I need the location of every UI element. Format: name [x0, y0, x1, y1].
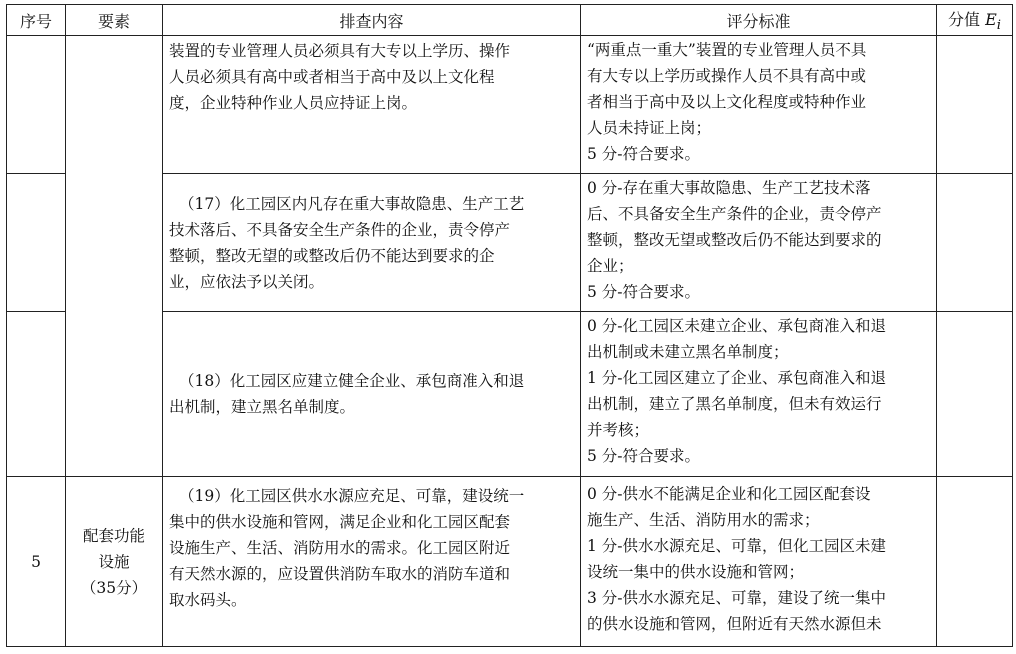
- content-line: 整顿，整改无望的或整改后仍不能达到要求的企: [169, 246, 495, 265]
- content-line: 人员必须具有高中或者相当于高中及以上文化程: [169, 68, 495, 86]
- criteria-line: 0 分-存在重大事故隐患、生产工艺技术落: [587, 179, 871, 197]
- content-line: 技术落后、不具备安全生产条件的企业，责令停产: [169, 220, 511, 239]
- criteria-line: 0 分-供水不能满足企业和化工园区配套设: [587, 485, 871, 503]
- header-score-var: E: [985, 9, 997, 29]
- content-line: 出机制，建立黑名单制度。: [169, 398, 356, 416]
- content-line: 装置的专业管理人员必须具有大专以上学历、操作: [169, 42, 511, 60]
- header-score: [937, 5, 1013, 36]
- content-line: 取水码头。: [169, 591, 247, 609]
- criteria-line: 的供水设施和管网，但附近有天然水源但未: [587, 615, 882, 633]
- content-cell: [163, 312, 581, 477]
- element-cell: [66, 36, 163, 477]
- content-line: （18）化工园区应建立健全企业、承包商准入和退: [179, 372, 525, 390]
- criteria-line: 人员未持证上岗；: [587, 119, 712, 137]
- criteria-line: 并考核；: [587, 421, 650, 439]
- criteria-line: 设统一集中的供水设施和管网；: [587, 563, 805, 581]
- content-cell: [163, 477, 581, 647]
- element-line: 设施: [98, 552, 130, 571]
- criteria-line: “两重点一重大”装置的专业管理人员不具: [587, 41, 867, 59]
- criteria-line: 企业；: [587, 257, 634, 275]
- criteria-line: 1 分-化工园区建立了企业、承包商准入和退: [587, 369, 887, 387]
- inspection-table: [6, 4, 1013, 647]
- table-row: [7, 36, 1013, 174]
- table-row: [7, 477, 1013, 647]
- content-cell: [163, 36, 581, 174]
- criteria-line: 1 分-供水水源充足、可靠，但化工园区未建: [587, 537, 887, 555]
- score-cell: [937, 312, 1013, 477]
- score-cell: [937, 174, 1013, 312]
- content-cell: [163, 174, 581, 312]
- no-cell: [7, 312, 66, 477]
- criteria-line: 5 分-符合要求。: [587, 145, 701, 163]
- criteria-cell: [581, 174, 937, 312]
- content-line: （19）化工园区供水水源应充足、可靠，建设统一: [179, 487, 525, 505]
- criteria-line: 后、不具备安全生产条件的企业，责令停产: [587, 205, 882, 223]
- criteria-line: 0 分-化工园区未建立企业、承包商准入和退: [587, 317, 887, 335]
- content-line: （17）化工园区内凡存在重大事故隐患、生产工艺: [179, 194, 525, 213]
- header-row: [7, 5, 1013, 36]
- header-element: 要素: [66, 5, 163, 36]
- criteria-line: 出机制，建立了黑名单制度，但未有效运行: [587, 395, 882, 413]
- criteria-line: 整顿，整改无望或整改后仍不能达到要求的: [587, 231, 882, 249]
- content-line: 设施生产、生活、消防用水的需求。化工园区附近: [169, 539, 511, 557]
- criteria-line: 施生产、生活、消防用水的需求；: [587, 511, 820, 529]
- header-score-prefix: 分值: [947, 9, 986, 29]
- element-line: （35分）: [80, 578, 148, 597]
- header-criteria: 评分标准: [581, 5, 937, 36]
- content-line: 集中的供水设施和管网，满足企业和化工园区配套: [169, 513, 511, 531]
- header-content: 排查内容: [163, 5, 581, 36]
- no-cell: [7, 36, 66, 174]
- element-line: 配套功能: [82, 526, 145, 545]
- content-line: 度，企业特种作业人员应持证上岗。: [169, 94, 418, 112]
- score-cell: [937, 36, 1013, 174]
- criteria-line: 5 分-符合要求。: [587, 283, 701, 301]
- header-no: 序号: [7, 5, 66, 36]
- element-cell: [66, 477, 163, 647]
- score-cell: [937, 477, 1013, 647]
- criteria-cell: [581, 312, 937, 477]
- no-cell: 5: [7, 477, 66, 647]
- criteria-line: 5 分-符合要求。: [587, 447, 701, 465]
- criteria-line: 者相当于高中及以上文化程度或特种作业: [587, 93, 867, 111]
- criteria-cell: [581, 36, 937, 174]
- criteria-line: 有大专以上学历或操作人员不具有高中或: [587, 67, 867, 85]
- criteria-cell: [581, 477, 937, 647]
- header-score-sub: i: [996, 18, 1002, 34]
- criteria-line: 3 分-供水水源充足、可靠，建设了统一集中: [587, 589, 887, 607]
- content-line: 有天然水源的，应设置供消防车取水的消防车道和: [169, 565, 511, 583]
- content-line: 业，应依法予以关闭。: [169, 272, 325, 291]
- criteria-line: 出机制或未建立黑名单制度；: [587, 343, 789, 361]
- no-cell: [7, 174, 66, 312]
